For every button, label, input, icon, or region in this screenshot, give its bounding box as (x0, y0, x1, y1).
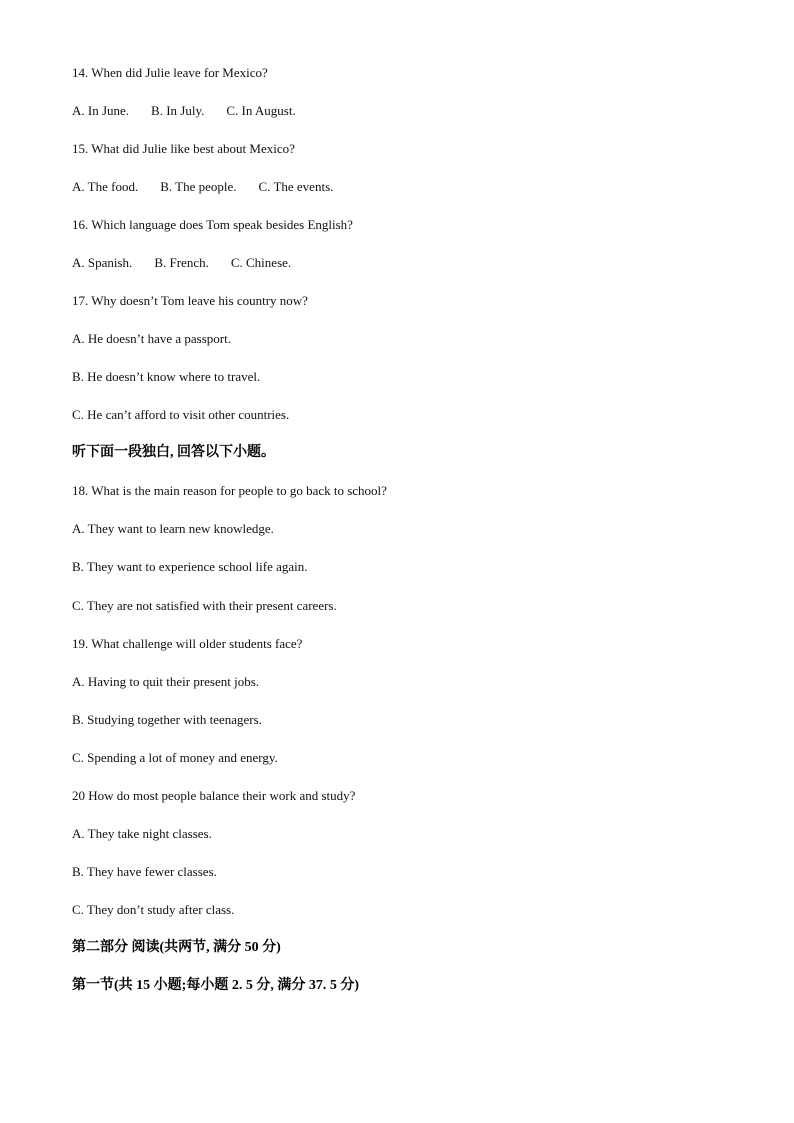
option-16-a: A. Spanish. (72, 255, 133, 270)
option-20-b: B. They have fewer classes. (72, 864, 217, 879)
option-17-b: B. He doesn’t know where to travel. (72, 369, 261, 384)
question-15: 15. What did Julie like best about Mexico? (72, 141, 295, 156)
option-19-c: C. Spending a lot of money and energy. (72, 750, 278, 765)
question-20: 20 How do most people balance their work and study? (72, 788, 356, 803)
option-20-c: C. They don’t study after class. (72, 902, 235, 917)
options-15 (72, 178, 333, 196)
options-14 (72, 102, 296, 120)
question-17: 17. Why doesn’t Tom leave his country now? (72, 293, 308, 308)
option-18-a: A. They want to learn new knowledge. (72, 521, 274, 536)
option-17-c: C. He can’t afford to visit other countries. (72, 407, 290, 422)
option-14-a: A. In June. (72, 103, 130, 118)
section-one-heading: 第一节(共 15 小题;每小题 2. 5 分, 满分 37. 5 分) (72, 978, 359, 993)
option-20-a: A. They take night classes. (72, 826, 212, 841)
part-two-heading: 第二部分 阅读(共两节, 满分 50 分) (72, 940, 281, 955)
option-14-c: C. In August. (226, 103, 296, 118)
option-18-c: C. They are not satisfied with their present careers. (72, 598, 337, 613)
option-15-b: B. The people. (160, 179, 237, 194)
option-15-c: C. The events. (258, 179, 334, 194)
option-18-b: B. They want to experience school life again. (72, 559, 308, 574)
option-19-a: A. Having to quit their present jobs. (72, 674, 260, 689)
monologue-instruction: 听下面一段独白, 回答以下小题。 (72, 445, 275, 460)
question-18: 18. What is the main reason for people to go back to school? (72, 483, 387, 498)
option-17-a: A. He doesn’t have a passport. (72, 331, 231, 346)
option-14-b: B. In July. (151, 103, 205, 118)
question-16: 16. Which language does Tom speak besides English? (72, 217, 353, 232)
question-14: 14. When did Julie leave for Mexico? (72, 65, 268, 80)
options-16 (72, 254, 291, 272)
option-19-b: B. Studying together with teenagers. (72, 712, 262, 727)
option-15-a: A. The food. (72, 179, 139, 194)
option-16-c: C. Chinese. (230, 255, 292, 270)
option-16-b: B. French. (154, 255, 209, 270)
question-19: 19. What challenge will older students face? (72, 636, 303, 651)
